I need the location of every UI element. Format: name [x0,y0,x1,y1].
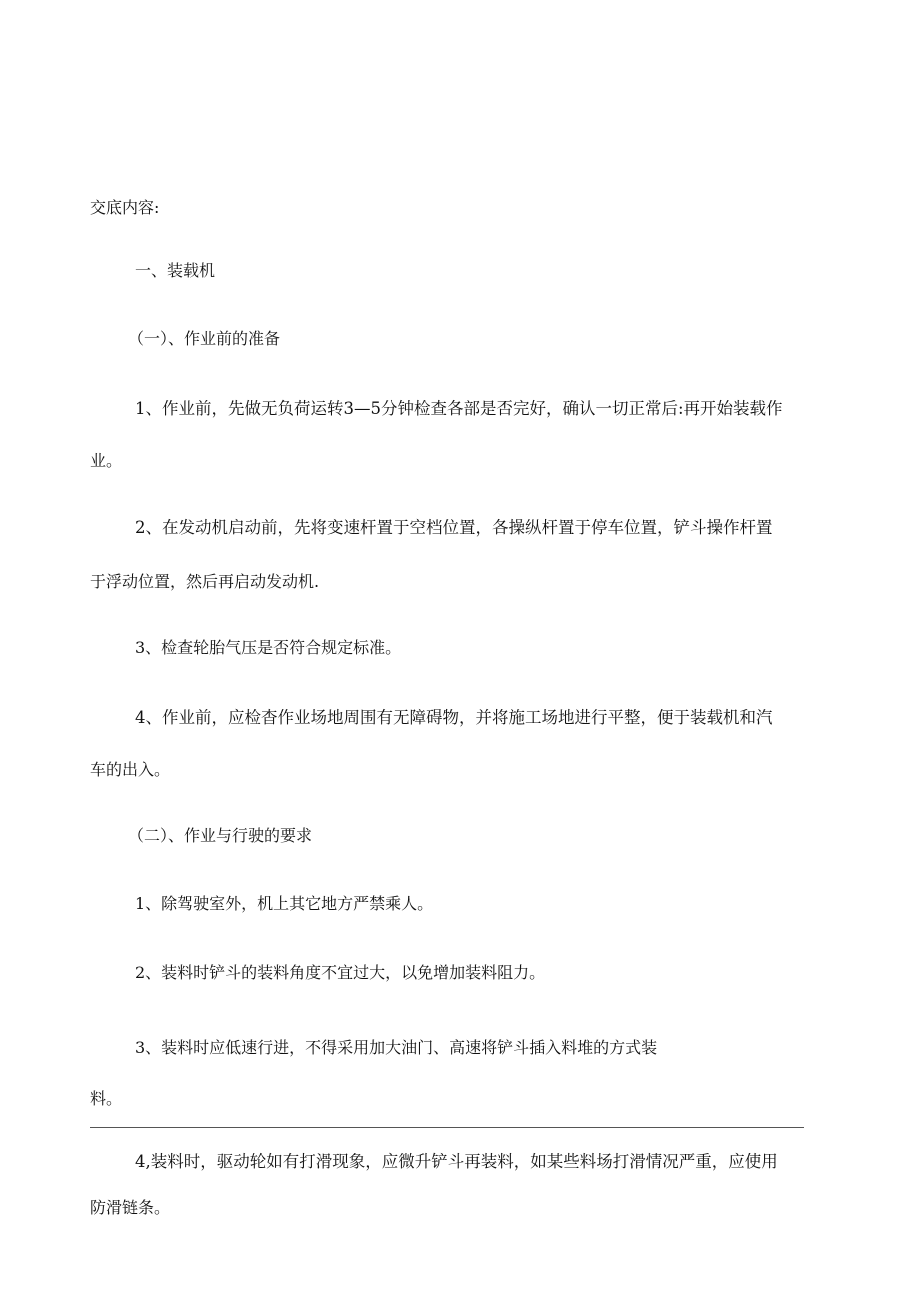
prep-item-1-line-2: 业。 [90,451,123,470]
prep-item-2-line-1: 2、在发动机启动前，先将变速杆置于空档位置，各操纵杆置于停车位置，铲斗操作杆置 [135,518,773,537]
prep-item-4-line-1: 4、作业前，应检杳作业场地周围有无障碍物，并将施工场地进行平整，便于装载机和汽 [135,708,773,727]
work-item-4-line-1: 4,装料时，驱动轮如有打滑现象，应微升铲斗再装料，如某些料场打滑情况严重，应使用 [135,1152,778,1171]
content-heading: 交底内容: [90,198,160,217]
page-divider [90,1127,804,1128]
prep-item-3: 3、检查轮胎气压是否符合规定标准。 [135,638,402,657]
work-item-4-line-2: 防滑链条。 [90,1198,171,1217]
work-item-1: 1、除驾驶室外，机上其它地方严禁乘人。 [135,894,434,913]
prep-item-1-line-1: 1、作业前，先做无负荷运转3—5分钟检查各部是否完好，确认一切正常后:再开始装载作 [135,399,783,418]
work-item-3-line-1: 3、装料时应低速行进，不得采用加大油门、高速将铲斗插入料堆的方式装 [135,1038,658,1057]
subsection-title-preparation: （一）、作业前的准备 [128,329,281,348]
prep-item-4-line-2: 车的出入。 [90,760,171,779]
section-title-loader: 一、装载机 [135,261,216,280]
prep-item-2-line-2: 于浮动位置，然后再启动发动机. [90,572,320,591]
subsection-title-operation: （二）、作业与行驶的要求 [128,826,313,845]
work-item-2: 2、装料时铲斗的装料角度不宜过大，以免增加装料阻力。 [135,963,546,982]
work-item-3-line-2: 料。 [90,1089,123,1108]
